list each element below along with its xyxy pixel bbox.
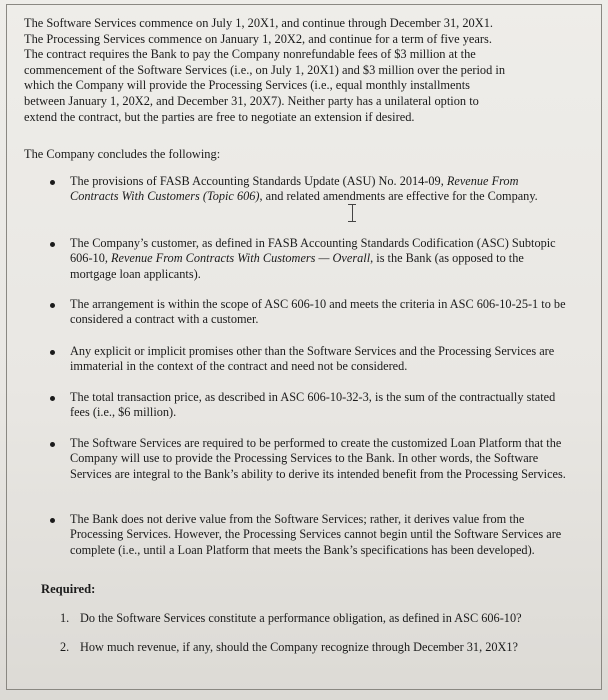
intro-paragraph — [24, 16, 586, 125]
bullet-dot — [50, 242, 55, 247]
bullet-text: The total transaction price, as described in ASC 606-10-32-3, is the sum of the contractually stated fees (i.e., $6 million). — [70, 390, 556, 420]
question-text: How much revenue, if any, should the Company recognize through December 31, 20X1? — [80, 640, 519, 654]
bullet-dot — [50, 396, 55, 401]
bullet-dot — [50, 518, 55, 523]
bullet-dot — [50, 303, 55, 308]
bullet-text: The Company’s customer, as defined in FASB Accounting Standards Codification (ASC) Subtopic 606-10, Revenue From Contracts With Customers — Overall, is the Bank (as opposed to the mortgage loan applicants). — [70, 236, 556, 281]
bullet-item — [50, 344, 570, 375]
required-heading: Required: — [41, 582, 96, 596]
question-item — [60, 611, 522, 626]
bullet-item — [50, 390, 570, 421]
intro-line: which the Company will provide the Processing Services (i.e., equal monthly installments — [24, 78, 470, 93]
intro-line: The Software Services commence on July 1, 20X1, and continue through December 31, 20X1. — [24, 16, 493, 30]
bullet-dot — [50, 180, 55, 185]
text-cursor-icon — [348, 204, 356, 222]
intro-line: The contract requires the Bank to pay the Company nonrefundable fees of $3 million at the — [24, 47, 476, 62]
intro-line: The Processing Services commence on January 1, 20X2, and continue for a term of five years. — [24, 31, 492, 46]
bullet-dot — [50, 442, 55, 447]
bullet-text: The Software Services are required to be performed to create the customized Loan Platform that the Company will use to provide the Processing Services to the Bank. In other words, the Software Services are integral to the Bank’s ability to derive its intended benefit from the Processing Services. — [70, 436, 566, 481]
conclusion-lead: The Company concludes the following: — [24, 147, 221, 161]
bullet-text: The provisions of FASB Accounting Standards Update (ASU) No. 2014-09, Revenue From Contracts With Customers (Topic 606), and related amendments are effective for the Company. — [70, 174, 538, 204]
bullet-text: The arrangement is within the scope of ASC 606-10 and meets the criteria in ASC 606-10-25-1 to be considered a contract with a customer. — [70, 297, 566, 327]
bullet-item — [50, 436, 570, 482]
question-item — [60, 640, 518, 655]
bullet-item — [50, 297, 570, 328]
bullet-dot — [50, 350, 55, 355]
bullet-text: Any explicit or implicit promises other than the Software Services and the Processing Services are immaterial in the context of the contract and need not be considered. — [70, 344, 555, 374]
question-text: Do the Software Services constitute a performance obligation, as defined in ASC 606-10? — [80, 611, 522, 625]
intro-line: extend the contract, but the parties are free to negotiate an extension if desired. — [24, 109, 415, 124]
intro-line: commencement of the Software Services (i.e., on July 1, 20X1) and $3 million over the period in — [24, 62, 506, 77]
bullet-item — [50, 236, 570, 282]
bullet-item — [50, 512, 570, 558]
bullet-item — [50, 174, 570, 205]
bullet-text: The Bank does not derive value from the Software Services; rather, it derives value from the Processing Services. However, the Processing Services cannot begin until the Software Services are complete (i.e., until a Loan Platform that meets the Bank’s specifications has been developed). — [70, 512, 562, 557]
intro-line: between January 1, 20X2, and December 31, 20X7). Neither party has a unilateral option to — [24, 93, 479, 108]
question-number: 1. — [60, 611, 70, 625]
question-number: 2. — [60, 640, 70, 654]
